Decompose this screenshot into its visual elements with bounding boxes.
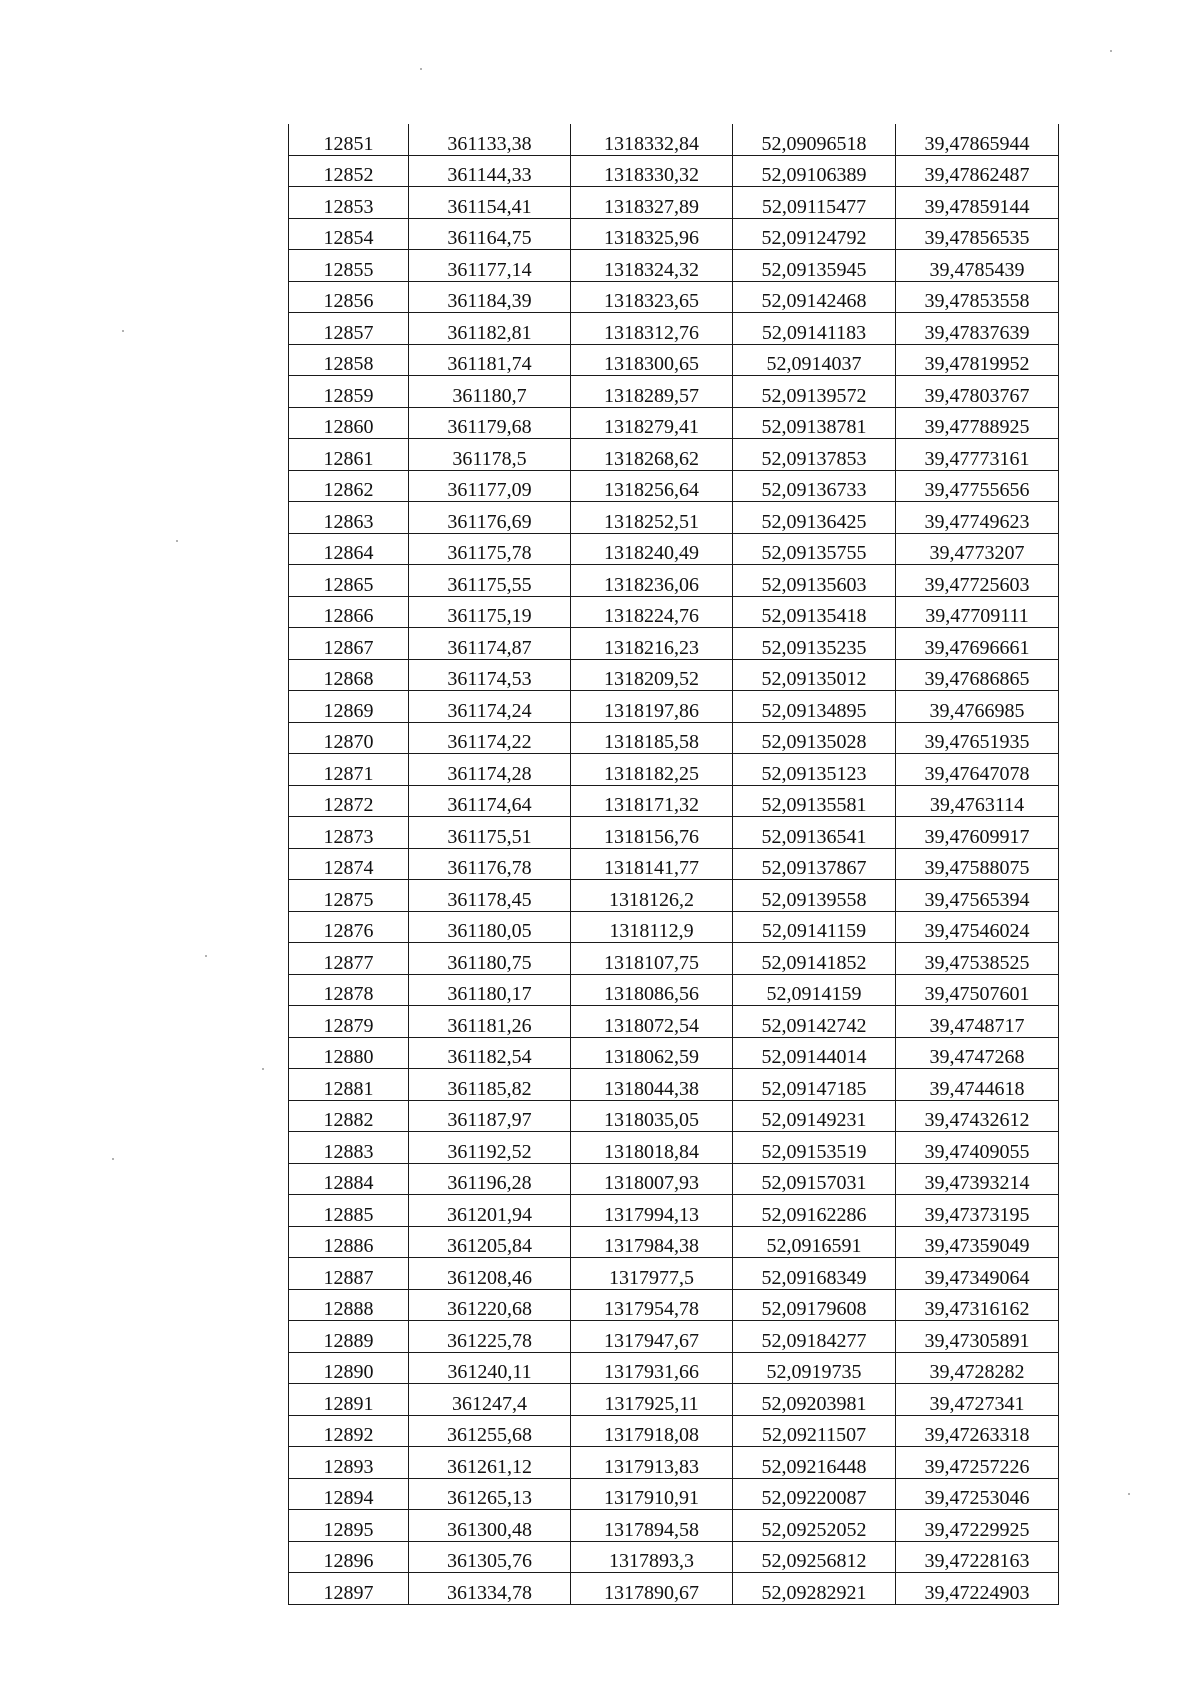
x-coordinate-cell: 361175,55 bbox=[409, 565, 571, 597]
latitude-cell: 52,09162286 bbox=[733, 1195, 896, 1227]
x-coordinate-cell: 361305,76 bbox=[409, 1541, 571, 1573]
longitude-cell: 39,47228163 bbox=[896, 1541, 1059, 1573]
point-number-cell: 12879 bbox=[289, 1006, 409, 1038]
y-coordinate-cell: 1317893,3 bbox=[571, 1541, 733, 1573]
longitude-cell: 39,47709111 bbox=[896, 596, 1059, 628]
latitude-cell: 52,09147185 bbox=[733, 1069, 896, 1101]
point-number-cell: 12869 bbox=[289, 691, 409, 723]
table-row bbox=[289, 785, 1059, 817]
y-coordinate-cell: 1318327,89 bbox=[571, 187, 733, 219]
table-row bbox=[289, 911, 1059, 943]
y-coordinate-cell: 1317947,67 bbox=[571, 1321, 733, 1353]
latitude-cell: 52,09168349 bbox=[733, 1258, 896, 1290]
x-coordinate-cell: 361178,5 bbox=[409, 439, 571, 471]
table-row bbox=[289, 281, 1059, 313]
scan-speck bbox=[1110, 50, 1112, 52]
latitude-cell: 52,09096518 bbox=[733, 124, 896, 155]
x-coordinate-cell: 361164,75 bbox=[409, 218, 571, 250]
y-coordinate-cell: 1318007,93 bbox=[571, 1163, 733, 1195]
x-coordinate-cell: 361180,75 bbox=[409, 943, 571, 975]
point-number-cell: 12872 bbox=[289, 785, 409, 817]
longitude-cell: 39,4748717 bbox=[896, 1006, 1059, 1038]
x-coordinate-cell: 361225,78 bbox=[409, 1321, 571, 1353]
table-row bbox=[289, 1226, 1059, 1258]
point-number-cell: 12888 bbox=[289, 1289, 409, 1321]
longitude-cell: 39,47409055 bbox=[896, 1132, 1059, 1164]
longitude-cell: 39,47507601 bbox=[896, 974, 1059, 1006]
table-row bbox=[289, 1447, 1059, 1479]
longitude-cell: 39,47588075 bbox=[896, 848, 1059, 880]
longitude-cell: 39,47224903 bbox=[896, 1573, 1059, 1605]
longitude-cell: 39,47788925 bbox=[896, 407, 1059, 439]
point-number-cell: 12887 bbox=[289, 1258, 409, 1290]
longitude-cell: 39,4744618 bbox=[896, 1069, 1059, 1101]
y-coordinate-cell: 1318171,32 bbox=[571, 785, 733, 817]
latitude-cell: 52,09184277 bbox=[733, 1321, 896, 1353]
latitude-cell: 52,09135603 bbox=[733, 565, 896, 597]
longitude-cell: 39,47749623 bbox=[896, 502, 1059, 534]
table-row bbox=[289, 1478, 1059, 1510]
table-row bbox=[289, 943, 1059, 975]
table-row bbox=[289, 722, 1059, 754]
longitude-cell: 39,47773161 bbox=[896, 439, 1059, 471]
coordinates-table-body bbox=[289, 124, 1059, 1604]
table-row bbox=[289, 1321, 1059, 1353]
table-row bbox=[289, 533, 1059, 565]
table-row bbox=[289, 376, 1059, 408]
longitude-cell: 39,47859144 bbox=[896, 187, 1059, 219]
y-coordinate-cell: 1318044,38 bbox=[571, 1069, 733, 1101]
table-row bbox=[289, 1069, 1059, 1101]
x-coordinate-cell: 361179,68 bbox=[409, 407, 571, 439]
table-row bbox=[289, 1037, 1059, 1069]
point-number-cell: 12881 bbox=[289, 1069, 409, 1101]
longitude-cell: 39,47865944 bbox=[896, 124, 1059, 155]
point-number-cell: 12862 bbox=[289, 470, 409, 502]
latitude-cell: 52,09138781 bbox=[733, 407, 896, 439]
latitude-cell: 52,09136541 bbox=[733, 817, 896, 849]
point-number-cell: 12890 bbox=[289, 1352, 409, 1384]
point-number-cell: 12897 bbox=[289, 1573, 409, 1605]
table-row bbox=[289, 817, 1059, 849]
latitude-cell: 52,09142742 bbox=[733, 1006, 896, 1038]
x-coordinate-cell: 361208,46 bbox=[409, 1258, 571, 1290]
point-number-cell: 12867 bbox=[289, 628, 409, 660]
latitude-cell: 52,0919735 bbox=[733, 1352, 896, 1384]
latitude-cell: 52,09124792 bbox=[733, 218, 896, 250]
latitude-cell: 52,09211507 bbox=[733, 1415, 896, 1447]
latitude-cell: 52,09115477 bbox=[733, 187, 896, 219]
point-number-cell: 12854 bbox=[289, 218, 409, 250]
point-number-cell: 12885 bbox=[289, 1195, 409, 1227]
x-coordinate-cell: 361192,52 bbox=[409, 1132, 571, 1164]
latitude-cell: 52,09149231 bbox=[733, 1100, 896, 1132]
point-number-cell: 12860 bbox=[289, 407, 409, 439]
scan-speck bbox=[262, 1068, 264, 1070]
table-row bbox=[289, 1384, 1059, 1416]
table-row bbox=[289, 1195, 1059, 1227]
table-row bbox=[289, 1510, 1059, 1542]
table-row bbox=[289, 1541, 1059, 1573]
longitude-cell: 39,47647078 bbox=[896, 754, 1059, 786]
x-coordinate-cell: 361196,28 bbox=[409, 1163, 571, 1195]
x-coordinate-cell: 361181,26 bbox=[409, 1006, 571, 1038]
point-number-cell: 12861 bbox=[289, 439, 409, 471]
latitude-cell: 52,09141159 bbox=[733, 911, 896, 943]
point-number-cell: 12875 bbox=[289, 880, 409, 912]
latitude-cell: 52,0916591 bbox=[733, 1226, 896, 1258]
x-coordinate-cell: 361176,78 bbox=[409, 848, 571, 880]
table-row bbox=[289, 628, 1059, 660]
point-number-cell: 12880 bbox=[289, 1037, 409, 1069]
longitude-cell: 39,47538525 bbox=[896, 943, 1059, 975]
longitude-cell: 39,47393214 bbox=[896, 1163, 1059, 1195]
y-coordinate-cell: 1318035,05 bbox=[571, 1100, 733, 1132]
x-coordinate-cell: 361154,41 bbox=[409, 187, 571, 219]
longitude-cell: 39,47856535 bbox=[896, 218, 1059, 250]
point-number-cell: 12865 bbox=[289, 565, 409, 597]
y-coordinate-cell: 1318062,59 bbox=[571, 1037, 733, 1069]
latitude-cell: 52,09134895 bbox=[733, 691, 896, 723]
y-coordinate-cell: 1318182,25 bbox=[571, 754, 733, 786]
latitude-cell: 52,09142468 bbox=[733, 281, 896, 313]
latitude-cell: 52,09203981 bbox=[733, 1384, 896, 1416]
scan-speck bbox=[420, 68, 422, 70]
point-number-cell: 12874 bbox=[289, 848, 409, 880]
table-row bbox=[289, 1289, 1059, 1321]
table-row bbox=[289, 313, 1059, 345]
latitude-cell: 52,0914159 bbox=[733, 974, 896, 1006]
y-coordinate-cell: 1318224,76 bbox=[571, 596, 733, 628]
x-coordinate-cell: 361261,12 bbox=[409, 1447, 571, 1479]
longitude-cell: 39,47546024 bbox=[896, 911, 1059, 943]
point-number-cell: 12895 bbox=[289, 1510, 409, 1542]
x-coordinate-cell: 361205,84 bbox=[409, 1226, 571, 1258]
x-coordinate-cell: 361201,94 bbox=[409, 1195, 571, 1227]
table-row bbox=[289, 1573, 1059, 1605]
y-coordinate-cell: 1318018,84 bbox=[571, 1132, 733, 1164]
x-coordinate-cell: 361177,14 bbox=[409, 250, 571, 282]
y-coordinate-cell: 1318236,06 bbox=[571, 565, 733, 597]
longitude-cell: 39,47305891 bbox=[896, 1321, 1059, 1353]
x-coordinate-cell: 361174,53 bbox=[409, 659, 571, 691]
y-coordinate-cell: 1317918,08 bbox=[571, 1415, 733, 1447]
point-number-cell: 12878 bbox=[289, 974, 409, 1006]
longitude-cell: 39,47651935 bbox=[896, 722, 1059, 754]
longitude-cell: 39,47349064 bbox=[896, 1258, 1059, 1290]
point-number-cell: 12851 bbox=[289, 124, 409, 155]
y-coordinate-cell: 1318279,41 bbox=[571, 407, 733, 439]
latitude-cell: 52,09153519 bbox=[733, 1132, 896, 1164]
longitude-cell: 39,4747268 bbox=[896, 1037, 1059, 1069]
longitude-cell: 39,4766985 bbox=[896, 691, 1059, 723]
y-coordinate-cell: 1318141,77 bbox=[571, 848, 733, 880]
longitude-cell: 39,47432612 bbox=[896, 1100, 1059, 1132]
y-coordinate-cell: 1318185,58 bbox=[571, 722, 733, 754]
latitude-cell: 52,09179608 bbox=[733, 1289, 896, 1321]
y-coordinate-cell: 1318216,23 bbox=[571, 628, 733, 660]
x-coordinate-cell: 361133,38 bbox=[409, 124, 571, 155]
longitude-cell: 39,47853558 bbox=[896, 281, 1059, 313]
y-coordinate-cell: 1317994,13 bbox=[571, 1195, 733, 1227]
y-coordinate-cell: 1318323,65 bbox=[571, 281, 733, 313]
table-row bbox=[289, 1132, 1059, 1164]
longitude-cell: 39,47359049 bbox=[896, 1226, 1059, 1258]
x-coordinate-cell: 361185,82 bbox=[409, 1069, 571, 1101]
y-coordinate-cell: 1318289,57 bbox=[571, 376, 733, 408]
table-row bbox=[289, 218, 1059, 250]
x-coordinate-cell: 361182,81 bbox=[409, 313, 571, 345]
longitude-cell: 39,47253046 bbox=[896, 1478, 1059, 1510]
x-coordinate-cell: 361181,74 bbox=[409, 344, 571, 376]
longitude-cell: 39,47837639 bbox=[896, 313, 1059, 345]
point-number-cell: 12856 bbox=[289, 281, 409, 313]
table-row bbox=[289, 1258, 1059, 1290]
longitude-cell: 39,4727341 bbox=[896, 1384, 1059, 1416]
y-coordinate-cell: 1318107,75 bbox=[571, 943, 733, 975]
table-row bbox=[289, 659, 1059, 691]
latitude-cell: 52,09141852 bbox=[733, 943, 896, 975]
x-coordinate-cell: 361180,05 bbox=[409, 911, 571, 943]
latitude-cell: 52,09135945 bbox=[733, 250, 896, 282]
x-coordinate-cell: 361176,69 bbox=[409, 502, 571, 534]
table-row bbox=[289, 691, 1059, 723]
x-coordinate-cell: 361240,11 bbox=[409, 1352, 571, 1384]
y-coordinate-cell: 1318312,76 bbox=[571, 313, 733, 345]
point-number-cell: 12884 bbox=[289, 1163, 409, 1195]
latitude-cell: 52,09157031 bbox=[733, 1163, 896, 1195]
y-coordinate-cell: 1317894,58 bbox=[571, 1510, 733, 1542]
point-number-cell: 12871 bbox=[289, 754, 409, 786]
y-coordinate-cell: 1318324,32 bbox=[571, 250, 733, 282]
point-number-cell: 12873 bbox=[289, 817, 409, 849]
point-number-cell: 12891 bbox=[289, 1384, 409, 1416]
latitude-cell: 52,09135123 bbox=[733, 754, 896, 786]
longitude-cell: 39,47565394 bbox=[896, 880, 1059, 912]
latitude-cell: 52,09135418 bbox=[733, 596, 896, 628]
x-coordinate-cell: 361180,7 bbox=[409, 376, 571, 408]
table-row bbox=[289, 250, 1059, 282]
latitude-cell: 52,09106389 bbox=[733, 155, 896, 187]
coordinates-table-container bbox=[288, 124, 1058, 1605]
longitude-cell: 39,47696661 bbox=[896, 628, 1059, 660]
latitude-cell: 52,09135755 bbox=[733, 533, 896, 565]
latitude-cell: 52,09252052 bbox=[733, 1510, 896, 1542]
x-coordinate-cell: 361180,17 bbox=[409, 974, 571, 1006]
y-coordinate-cell: 1318156,76 bbox=[571, 817, 733, 849]
table-row bbox=[289, 880, 1059, 912]
table-row bbox=[289, 155, 1059, 187]
latitude-cell: 52,09135235 bbox=[733, 628, 896, 660]
x-coordinate-cell: 361174,87 bbox=[409, 628, 571, 660]
table-row bbox=[289, 1100, 1059, 1132]
latitude-cell: 52,09137867 bbox=[733, 848, 896, 880]
longitude-cell: 39,47686865 bbox=[896, 659, 1059, 691]
latitude-cell: 52,09135012 bbox=[733, 659, 896, 691]
y-coordinate-cell: 1318325,96 bbox=[571, 218, 733, 250]
x-coordinate-cell: 361184,39 bbox=[409, 281, 571, 313]
table-row bbox=[289, 407, 1059, 439]
y-coordinate-cell: 1318240,49 bbox=[571, 533, 733, 565]
x-coordinate-cell: 361182,54 bbox=[409, 1037, 571, 1069]
scan-speck bbox=[205, 955, 207, 957]
latitude-cell: 52,09136425 bbox=[733, 502, 896, 534]
point-number-cell: 12883 bbox=[289, 1132, 409, 1164]
longitude-cell: 39,47373195 bbox=[896, 1195, 1059, 1227]
latitude-cell: 52,0914037 bbox=[733, 344, 896, 376]
point-number-cell: 12870 bbox=[289, 722, 409, 754]
coordinates-table bbox=[288, 124, 1059, 1605]
point-number-cell: 12876 bbox=[289, 911, 409, 943]
latitude-cell: 52,09141183 bbox=[733, 313, 896, 345]
y-coordinate-cell: 1317954,78 bbox=[571, 1289, 733, 1321]
y-coordinate-cell: 1318126,2 bbox=[571, 880, 733, 912]
scan-speck bbox=[122, 330, 124, 332]
longitude-cell: 39,47725603 bbox=[896, 565, 1059, 597]
y-coordinate-cell: 1318268,62 bbox=[571, 439, 733, 471]
x-coordinate-cell: 361247,4 bbox=[409, 1384, 571, 1416]
y-coordinate-cell: 1318197,86 bbox=[571, 691, 733, 723]
point-number-cell: 12858 bbox=[289, 344, 409, 376]
x-coordinate-cell: 361187,97 bbox=[409, 1100, 571, 1132]
y-coordinate-cell: 1318112,9 bbox=[571, 911, 733, 943]
point-number-cell: 12893 bbox=[289, 1447, 409, 1479]
latitude-cell: 52,09256812 bbox=[733, 1541, 896, 1573]
scan-speck bbox=[112, 1158, 114, 1160]
point-number-cell: 12857 bbox=[289, 313, 409, 345]
y-coordinate-cell: 1317984,38 bbox=[571, 1226, 733, 1258]
y-coordinate-cell: 1317925,11 bbox=[571, 1384, 733, 1416]
scan-speck bbox=[1128, 1493, 1130, 1495]
point-number-cell: 12868 bbox=[289, 659, 409, 691]
latitude-cell: 52,09135028 bbox=[733, 722, 896, 754]
latitude-cell: 52,09137853 bbox=[733, 439, 896, 471]
table-row bbox=[289, 124, 1059, 155]
point-number-cell: 12892 bbox=[289, 1415, 409, 1447]
point-number-cell: 12896 bbox=[289, 1541, 409, 1573]
latitude-cell: 52,09144014 bbox=[733, 1037, 896, 1069]
x-coordinate-cell: 361220,68 bbox=[409, 1289, 571, 1321]
x-coordinate-cell: 361265,13 bbox=[409, 1478, 571, 1510]
x-coordinate-cell: 361334,78 bbox=[409, 1573, 571, 1605]
longitude-cell: 39,4728282 bbox=[896, 1352, 1059, 1384]
longitude-cell: 39,4773207 bbox=[896, 533, 1059, 565]
point-number-cell: 12877 bbox=[289, 943, 409, 975]
x-coordinate-cell: 361178,45 bbox=[409, 880, 571, 912]
y-coordinate-cell: 1318332,84 bbox=[571, 124, 733, 155]
x-coordinate-cell: 361174,64 bbox=[409, 785, 571, 817]
longitude-cell: 39,4763114 bbox=[896, 785, 1059, 817]
point-number-cell: 12859 bbox=[289, 376, 409, 408]
longitude-cell: 39,4785439 bbox=[896, 250, 1059, 282]
point-number-cell: 12889 bbox=[289, 1321, 409, 1353]
table-row bbox=[289, 1352, 1059, 1384]
x-coordinate-cell: 361175,19 bbox=[409, 596, 571, 628]
table-row bbox=[289, 974, 1059, 1006]
table-row bbox=[289, 754, 1059, 786]
x-coordinate-cell: 361144,33 bbox=[409, 155, 571, 187]
x-coordinate-cell: 361174,24 bbox=[409, 691, 571, 723]
latitude-cell: 52,09282921 bbox=[733, 1573, 896, 1605]
scan-speck bbox=[176, 540, 178, 542]
y-coordinate-cell: 1317890,67 bbox=[571, 1573, 733, 1605]
latitude-cell: 52,09139558 bbox=[733, 880, 896, 912]
longitude-cell: 39,47609917 bbox=[896, 817, 1059, 849]
latitude-cell: 52,09136733 bbox=[733, 470, 896, 502]
longitude-cell: 39,47257226 bbox=[896, 1447, 1059, 1479]
table-row bbox=[289, 1006, 1059, 1038]
y-coordinate-cell: 1317910,91 bbox=[571, 1478, 733, 1510]
x-coordinate-cell: 361174,22 bbox=[409, 722, 571, 754]
point-number-cell: 12863 bbox=[289, 502, 409, 534]
point-number-cell: 12852 bbox=[289, 155, 409, 187]
longitude-cell: 39,47316162 bbox=[896, 1289, 1059, 1321]
longitude-cell: 39,47803767 bbox=[896, 376, 1059, 408]
longitude-cell: 39,47819952 bbox=[896, 344, 1059, 376]
x-coordinate-cell: 361300,48 bbox=[409, 1510, 571, 1542]
longitude-cell: 39,47229925 bbox=[896, 1510, 1059, 1542]
y-coordinate-cell: 1318209,52 bbox=[571, 659, 733, 691]
table-row bbox=[289, 344, 1059, 376]
y-coordinate-cell: 1318252,51 bbox=[571, 502, 733, 534]
point-number-cell: 12894 bbox=[289, 1478, 409, 1510]
table-row bbox=[289, 439, 1059, 471]
x-coordinate-cell: 361175,51 bbox=[409, 817, 571, 849]
point-number-cell: 12855 bbox=[289, 250, 409, 282]
longitude-cell: 39,47862487 bbox=[896, 155, 1059, 187]
table-row bbox=[289, 1163, 1059, 1195]
table-row bbox=[289, 565, 1059, 597]
y-coordinate-cell: 1317977,5 bbox=[571, 1258, 733, 1290]
y-coordinate-cell: 1318072,54 bbox=[571, 1006, 733, 1038]
point-number-cell: 12866 bbox=[289, 596, 409, 628]
latitude-cell: 52,09135581 bbox=[733, 785, 896, 817]
longitude-cell: 39,47263318 bbox=[896, 1415, 1059, 1447]
y-coordinate-cell: 1318086,56 bbox=[571, 974, 733, 1006]
x-coordinate-cell: 361174,28 bbox=[409, 754, 571, 786]
table-row bbox=[289, 470, 1059, 502]
table-row bbox=[289, 1415, 1059, 1447]
table-row bbox=[289, 502, 1059, 534]
point-number-cell: 12882 bbox=[289, 1100, 409, 1132]
y-coordinate-cell: 1318300,65 bbox=[571, 344, 733, 376]
point-number-cell: 12853 bbox=[289, 187, 409, 219]
x-coordinate-cell: 361175,78 bbox=[409, 533, 571, 565]
x-coordinate-cell: 361177,09 bbox=[409, 470, 571, 502]
y-coordinate-cell: 1317913,83 bbox=[571, 1447, 733, 1479]
latitude-cell: 52,09139572 bbox=[733, 376, 896, 408]
table-row bbox=[289, 848, 1059, 880]
point-number-cell: 12886 bbox=[289, 1226, 409, 1258]
y-coordinate-cell: 1318256,64 bbox=[571, 470, 733, 502]
table-row bbox=[289, 596, 1059, 628]
point-number-cell: 12864 bbox=[289, 533, 409, 565]
x-coordinate-cell: 361255,68 bbox=[409, 1415, 571, 1447]
y-coordinate-cell: 1318330,32 bbox=[571, 155, 733, 187]
latitude-cell: 52,09220087 bbox=[733, 1478, 896, 1510]
table-row bbox=[289, 187, 1059, 219]
longitude-cell: 39,47755656 bbox=[896, 470, 1059, 502]
latitude-cell: 52,09216448 bbox=[733, 1447, 896, 1479]
y-coordinate-cell: 1317931,66 bbox=[571, 1352, 733, 1384]
